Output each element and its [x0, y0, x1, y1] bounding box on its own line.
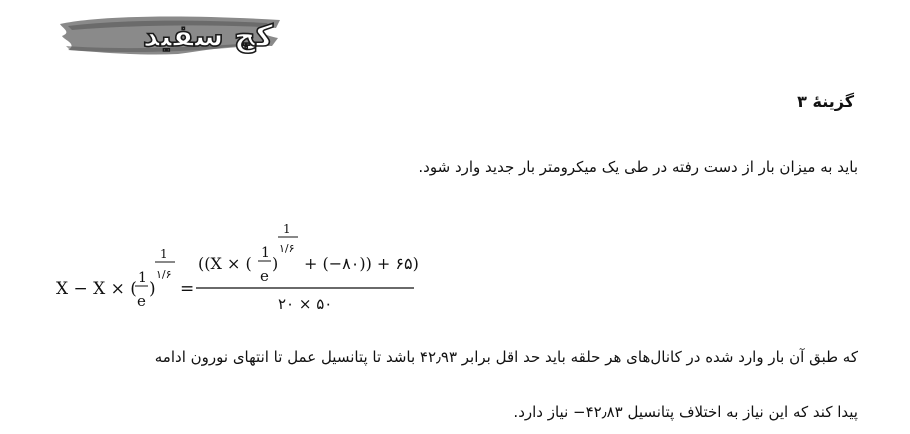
rhs-num-open: ((X × ( — [198, 254, 252, 273]
rhs-frac-denominator: e — [260, 267, 269, 285]
explanation-line-3: پیدا کند که این نیاز به اختلاف پتانسیل ۴۲٫۸۳− نیاز دارد. — [513, 403, 858, 421]
rhs-exponent-numerator: 1 — [283, 222, 291, 236]
rhs-frac-numerator: 1 — [261, 245, 270, 261]
option-heading: گزینهٔ ۳ — [797, 92, 854, 111]
equals-sign: = — [180, 279, 195, 299]
rhs-denominator: ۲۰ × ۵۰ — [278, 295, 333, 313]
lhs-exponent-numerator: 1 — [160, 247, 168, 261]
lhs-exponent-denominator: ۱/۶ — [156, 268, 172, 281]
logo-text: کچ سفید — [142, 19, 274, 54]
equation — [56, 216, 426, 316]
lhs-paren-close: ) — [149, 279, 156, 299]
rhs-paren-close: ) — [272, 254, 279, 273]
brand-logo — [58, 10, 282, 60]
logo-brush-stroke — [58, 10, 282, 60]
lhs-frac-denominator: e — [137, 292, 146, 310]
explanation-line-1: باید به میزان بار از دست رفته در طی یک میکرومتر بار جدید وارد شود. — [418, 158, 858, 176]
rhs-exponent-denominator: ۱/۶ — [279, 242, 295, 255]
rhs-num-rest: + (−۸۰)) + ۶۵) — [304, 254, 419, 273]
lhs-frac-numerator: 1 — [138, 270, 147, 286]
lhs-x-minus-x: X − X × ( — [56, 279, 137, 299]
explanation-line-2: که طبق آن بار وارد شده در کانال‌های هر حلقه باید حد اقل برابر ۴۲٫۹۳ باشد تا پتانسیل عمل تا انتهای نورون ادامه — [154, 348, 858, 366]
